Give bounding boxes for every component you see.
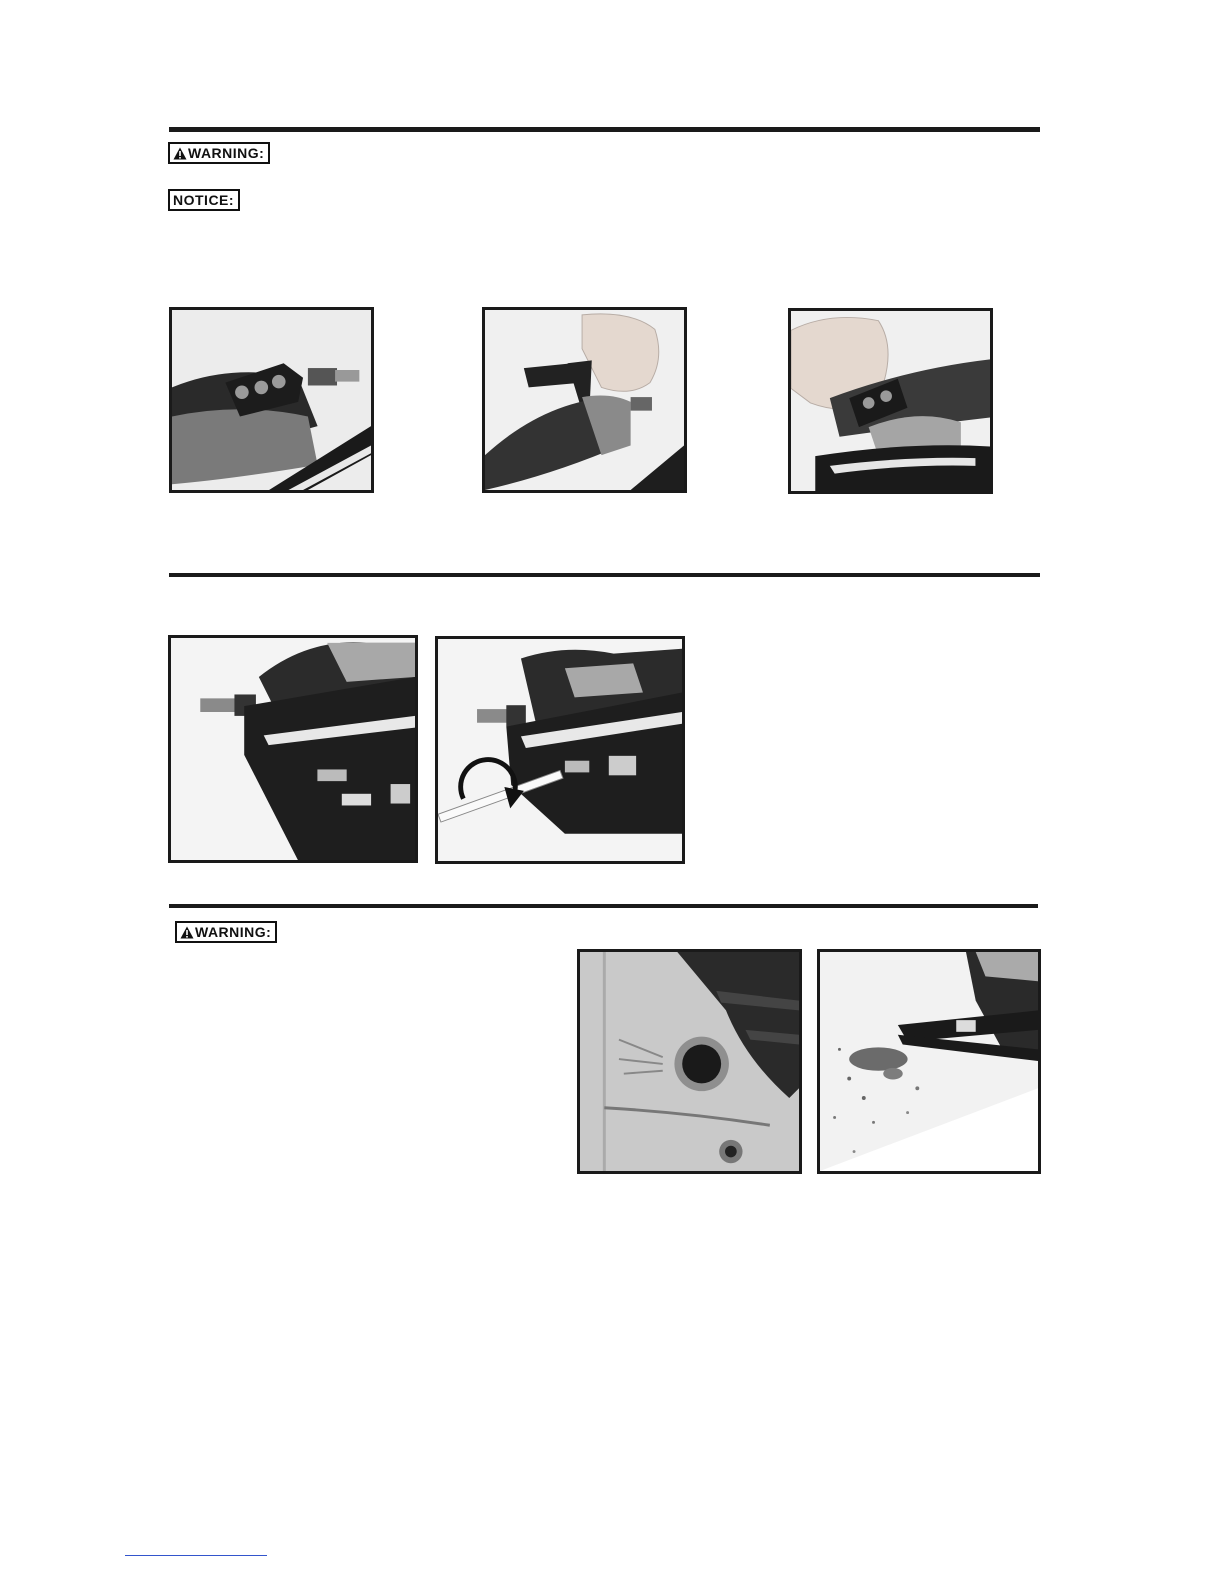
photo-removing-exhaust-deflector [482, 307, 687, 493]
photo-depth-adjust-button [577, 949, 802, 1174]
warning-label-text: WARNING: [195, 924, 272, 940]
photo-reinstalling-exhaust-deflector [788, 308, 993, 494]
photo-magazine-side [168, 635, 418, 863]
footer-link-underline[interactable] [125, 1555, 267, 1556]
section-rule-bottom [169, 904, 1038, 908]
warning-triangle-icon [180, 926, 194, 939]
photo-magazine-with-dowel-rotate [435, 636, 685, 864]
warning-label-text: WARNING: [188, 145, 265, 161]
section-rule-middle [169, 573, 1040, 577]
warning-triangle-icon [173, 147, 187, 160]
photo-nailer-tip-debris [817, 949, 1041, 1174]
section-rule-top [169, 127, 1040, 132]
warning-label-bottom [175, 921, 277, 943]
notice-label [168, 189, 240, 211]
warning-label-top [168, 142, 270, 164]
notice-label-text: NOTICE: [173, 192, 235, 208]
photo-exhaust-deflector-installed [169, 307, 374, 493]
